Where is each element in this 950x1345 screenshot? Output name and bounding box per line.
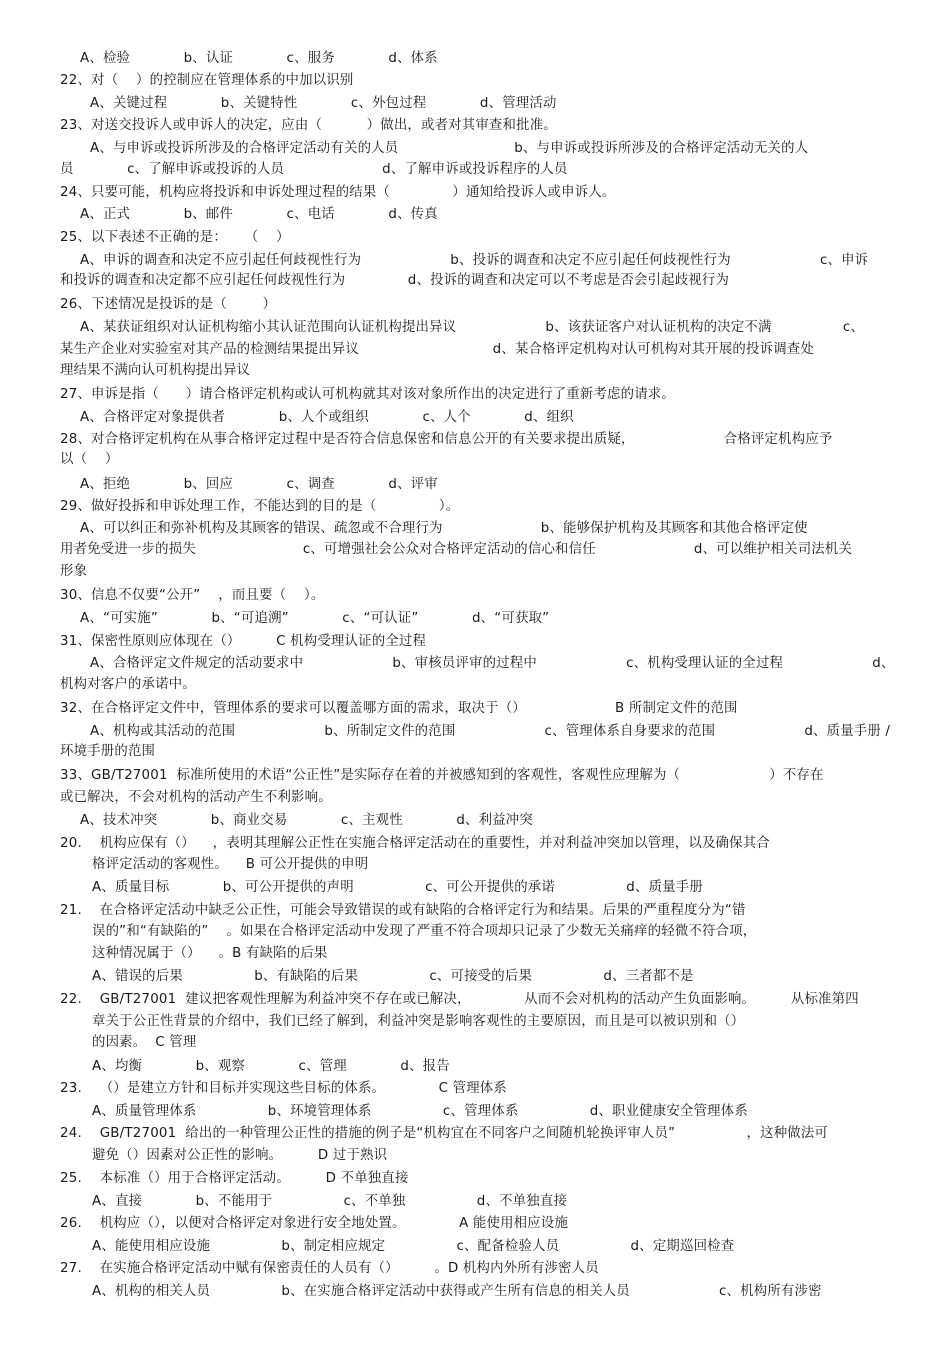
text-line: 和投诉的调查和决定都不应引起任何歧视性行为 d、投诉的调查和决定可以不考虑是否会引起歧视行为	[60, 273, 730, 288]
text-line: 24、只要可能，机构应将投诉和申诉处理过程的结果（ ）通知给投诉人或申诉人。	[60, 185, 616, 200]
text-line: A、正式 b、邮件 c、电话 d、传真	[80, 207, 438, 222]
text-line: 格评定活动的客观性。 B 可公开提供的申明	[92, 857, 369, 872]
text-line: 27、申诉是指（ ）请合格评定机构或认可机构就其对该对象所作出的决定进行了重新考虑的请求。	[60, 387, 675, 402]
text-line: 或已解决，不会对机构的活动产生不利影响。	[60, 790, 332, 805]
text-line: 25、以下表述不正确的是： （ ）	[60, 230, 290, 245]
text-line: A、技术冲突 b、商业交易 c、主观性 d、利益冲突	[80, 813, 533, 828]
text-line: A、合格评定文件规定的活动要求中 b、审核员评审的过程中 c、机构受理认证的全过程 d、	[90, 656, 895, 671]
text-line: A、直接 b、不能用于 c、不单独 d、不单独直接	[92, 1194, 568, 1209]
text-line: A、与申诉或投诉所涉及的合格评定活动有关的人员 b、与申诉或投诉所涉及的合格评定活动无关的人	[90, 141, 809, 156]
text-line: 29、做好投拆和申诉处理工作，不能达到的目的是（ ）。	[60, 499, 460, 514]
text-line: A、检验 b、认证 c、服务 d、体系	[80, 51, 438, 66]
text-line: A、错误的后果 b、有缺陷的后果 c、可接受的后果 d、三者都不是	[92, 969, 694, 984]
text-line: 24. GB/T27001 给出的一种管理公正性的措施的例子是“机构宜在不同客户之间随机轮换评审人员” ，这种做法可	[60, 1126, 829, 1141]
text-line: A、质量管理体系 b、环境管理体系 c、管理体系 d、职业健康安全管理体系	[92, 1104, 748, 1119]
text-line: A、机构或其活动的范围 b、所制定文件的范围 c、管理体系自身要求的范围 d、质量手册 /	[90, 724, 891, 739]
text-line: 30、信息不仅要“公开” ，而且要（ ）。	[60, 588, 325, 603]
text-line: A、关键过程 b、关键特性 c、外包过程 d、管理活动	[90, 96, 557, 111]
text-line: A、均衡 b、观察 c、管理 d、报告	[92, 1059, 450, 1074]
text-line: 的因素。 C 管理	[92, 1035, 197, 1050]
text-line: 31、保密性原则应体现在（） C 机构受理认证的全过程	[60, 634, 427, 649]
text-line: 23、对送交投诉人或申诉人的决定，应由（ ）做出，或者对其审查和批准。	[60, 118, 557, 133]
text-line: 23. （）是建立方针和目标并实现这些目标的体系。 C 管理体系	[60, 1081, 507, 1096]
text-line: 26. 机构应（），以便对合格评定对象进行安全地处置。 A 能使用相应设施	[60, 1216, 569, 1231]
text-line: A、机构的相关人员 b、在实施合格评定活动中获得或产生所有信息的相关人员 c、机构所有涉密	[92, 1284, 822, 1299]
text-line: A、可以纠正和弥补机构及其顾客的错误、疏忽或不合理行为 b、能够保护机构及其顾客和其他合格评定使	[80, 521, 808, 536]
text-line: 形象	[60, 564, 88, 579]
text-line: A、拒绝 b、回应 c、调查 d、评审	[80, 477, 438, 492]
text-line: 员 c、了解申诉或投诉的人员 d、了解申诉或投诉程序的人员	[60, 162, 568, 177]
text-line: 机构对客户的承诺中。	[60, 677, 196, 692]
text-line: 33、GB/T27001 标准所使用的术语“公正性”是实际存在着的并被感知到的客观性，客观性应理解为（ ）不存在	[60, 768, 824, 783]
text-line: 26、下述情况是投诉的是（ ）	[60, 297, 277, 312]
text-line: 21. 在合格评定活动中缺乏公正性，可能会导致错误的或有缺陷的合格评定行为和结果。后果的严重程度分为“错	[60, 903, 746, 918]
text-line: 28、对合格评定机构在从事合格评定过程中是否符合信息保密和信息公开的有关要求提出质疑， 合格评定机构应予	[60, 432, 833, 447]
text-line: 避免（）因素对公正性的影响。 D 过于熟识	[92, 1148, 388, 1163]
text-line: 章关于公正性背景的介绍中，我们已经了解到，利益冲突是影响客观性的主要原因，而且是可以被识别和（）	[92, 1014, 745, 1029]
text-line: 25. 本标准（）用于合格评定活动。 D 不单独直接	[60, 1171, 409, 1186]
text-line: 以（ ）	[60, 452, 119, 467]
text-line: A、合格评定对象提供者 b、人个或组织 c、人个 d、组织	[80, 410, 574, 425]
text-line: 这种情况属于（） 。B 有缺陷的后果	[92, 946, 328, 961]
text-line: 误的”和“有缺陷的” 。如果在合格评定活动中发现了严重不符合项却只记录了少数无关痛痒的轻微不符合项，	[92, 924, 757, 939]
text-line: 某生产企业对实验室对其产品的检测结果提出异议 d、某合格评定机构对认可机构对其开展的投诉调查处	[60, 342, 814, 357]
text-line: 22、对（ ）的控制应在管理体系的中加以识别	[60, 73, 354, 88]
text-line: 环境手册的范围	[60, 744, 156, 759]
text-line: A、质量目标 b、可公开提供的声明 c、可公开提供的承诺 d、质量手册	[92, 880, 703, 895]
text-line: A、能使用相应设施 b、制定相应规定 c、配备检验人员 d、定期巡回检查	[92, 1239, 735, 1254]
text-line: A、申诉的调查和决定不应引起任何歧视性行为 b、投诉的调查和决定不应引起任何歧视性行为 c、申诉	[80, 253, 869, 268]
text-line: 32、在合格评定文件中，管理体系的要求可以覆盖哪方面的需求，取决于（） B 所制定文件的范围	[60, 701, 738, 716]
text-line: 27. 在实施合格评定活动中赋有保密责任的人员有（） 。D 机构内外所有涉密人员	[60, 1261, 599, 1276]
text-line: 22. GB/T27001 建议把客观性理解为利益冲突不存在或已解决， 从而不会对机构的活动产生负面影响。 从标准第四	[60, 992, 859, 1007]
text-line: A、“可实施” b、“可追溯” c、“可认证” d、“可获取”	[80, 611, 550, 626]
text-line: 20. 机构应保有（） ，表明其理解公正性在实施合格评定活动在的重要性，并对利益冲突加以管理，以及确保其合	[60, 836, 770, 851]
text-line: A、某获证组织对认证机构缩小其认证范围向认证机构提出异议 b、该获证客户对认证机构的决定不满 c、	[80, 320, 865, 335]
text-line: 理结果不满向认可机构提出异议	[60, 363, 251, 378]
text-line: 用者免受进一步的损失 c、可增强社会公众对合格评定活动的信心和信任 d、可以维护相关司法机关	[60, 542, 853, 557]
